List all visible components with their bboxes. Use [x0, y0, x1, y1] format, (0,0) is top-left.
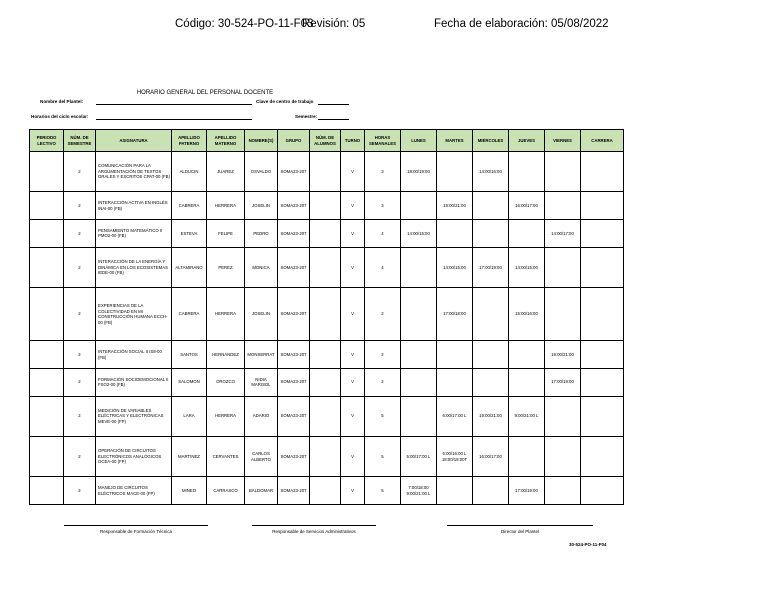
table-cell: 15:00/16:00 — [509, 288, 545, 341]
table-cell: SOMA23-207 — [278, 220, 310, 248]
table-cell: 3 — [365, 152, 401, 192]
table-cell: ALDUCIN — [172, 152, 207, 192]
table-cell: MONICA — [245, 247, 278, 287]
table-cell — [30, 247, 64, 287]
table-cell — [473, 341, 509, 369]
table-cell: CARLOS ALBERTO — [245, 436, 278, 476]
table-row — [30, 477, 624, 505]
table-cell: 2 — [64, 477, 96, 505]
table-cell: 14:00/15:00 — [401, 220, 437, 248]
table-cell: 2 — [64, 368, 96, 396]
table-cell — [509, 436, 545, 476]
table-cell — [310, 288, 341, 341]
table-cell — [581, 247, 624, 287]
column-header: APELLIDO PATERNO — [172, 130, 207, 152]
table-cell: 4 — [365, 247, 401, 287]
table-cell — [310, 152, 341, 192]
column-header: VIERNES — [545, 130, 581, 152]
table-row — [30, 192, 624, 220]
column-header: CARRERA — [581, 130, 624, 152]
clave-label: Clave de centro de trabajo — [256, 99, 314, 104]
table-cell: V — [341, 288, 365, 341]
table-cell — [545, 288, 581, 341]
column-header: APELLIDO MATERNO — [207, 130, 245, 152]
column-header: LUNES — [401, 130, 437, 152]
table-cell — [401, 288, 437, 341]
column-header: MARTES — [437, 130, 473, 152]
plantel-field[interactable] — [96, 104, 252, 105]
table-cell: 2 — [64, 220, 96, 248]
column-header: NÚM. DE SEMESTRE — [64, 130, 96, 152]
signature-formacion-tecnica: Responsable de Formación Técnica — [64, 525, 208, 534]
table-row — [30, 152, 624, 192]
table-cell — [581, 288, 624, 341]
table-cell: 3 — [365, 192, 401, 220]
table-cell: CERVANTES — [207, 436, 245, 476]
table-cell: INTERACCIÓN ACTIVA EN INGLÉS INAI-00 (FB) — [96, 192, 172, 220]
table-cell: 2 — [64, 152, 96, 192]
table-cell — [310, 436, 341, 476]
schedule-table — [29, 129, 624, 505]
table-cell — [30, 436, 64, 476]
table-cell: JUAREZ — [207, 152, 245, 192]
table-cell: COMUNICACIÓN PARA LA ARGUMENTACIÓN DE TEXTOS ORALES Y ESCRITOS CPAT-00 (FB) — [96, 152, 172, 192]
table-cell: SOMA23-207 — [278, 192, 310, 220]
document-code: Código: 30-524-PO-11-F03 — [175, 18, 314, 30]
table-cell: BALDOMAR — [245, 477, 278, 505]
table-cell: SOMA23-207 — [278, 368, 310, 396]
table-cell — [545, 436, 581, 476]
table-cell — [30, 288, 64, 341]
table-row — [30, 288, 624, 341]
table-row — [30, 247, 624, 287]
table-cell — [509, 368, 545, 396]
table-cell: 5 — [365, 477, 401, 505]
table-cell: OSVALDO — [245, 152, 278, 192]
form-title: HORARIO GENERAL DEL PERSONAL DOCENTE — [136, 90, 274, 96]
table-cell — [581, 368, 624, 396]
column-header: TURNO — [341, 130, 365, 152]
table-cell: 14:00/15:00 — [437, 247, 473, 287]
table-cell — [581, 396, 624, 436]
table-cell — [545, 152, 581, 192]
table-cell: 7:00/18:00 9:00/21:00 L — [401, 477, 437, 505]
column-header: NOMBRE(S) — [245, 130, 278, 152]
table-cell: HERRERA — [207, 396, 245, 436]
table-cell: SOMA23-207 — [278, 436, 310, 476]
table-cell: SOMA23-207 — [278, 288, 310, 341]
table-cell: 19:00/21:00 — [437, 192, 473, 220]
table-cell: V — [341, 220, 365, 248]
elaboration-date: Fecha de elaboración: 05/08/2022 — [434, 18, 609, 30]
table-cell: FELIPE — [207, 220, 245, 248]
table-cell: CABRERA — [172, 192, 207, 220]
table-cell: PENSAMIENTO MATEMÁTICO II PMO2-00 (FB) — [96, 220, 172, 248]
table-cell — [581, 341, 624, 369]
table-cell: 2 — [64, 341, 96, 369]
table-cell — [310, 368, 341, 396]
table-cell — [437, 368, 473, 396]
table-cell: 2 — [64, 436, 96, 476]
header-row — [30, 130, 624, 152]
table-cell: HERNÁNDEZ — [207, 341, 245, 369]
table-cell: SOMA23-207 — [278, 396, 310, 436]
table-cell: NIDIA MARISOL — [245, 368, 278, 396]
table-cell: 17:00/19:00 — [545, 368, 581, 396]
table-cell — [30, 368, 64, 396]
table-cell: 2 — [64, 192, 96, 220]
table-cell — [310, 396, 341, 436]
table-cell — [401, 192, 437, 220]
table-cell — [581, 436, 624, 476]
table-cell: ALTAMIRANO — [172, 247, 207, 287]
signature-servicios-administrativos: Responsable de Servicios Administrativos — [252, 525, 376, 534]
table-cell: SANTOS — [172, 341, 207, 369]
semestre-field[interactable] — [318, 119, 349, 120]
table-cell: 5 — [365, 396, 401, 436]
table-cell — [30, 477, 64, 505]
table-cell: 17:00/19:00 — [509, 477, 545, 505]
table-row — [30, 436, 624, 476]
table-cell — [310, 192, 341, 220]
table-cell: V — [341, 341, 365, 369]
table-cell: JOSELIN — [245, 288, 278, 341]
footer-code: 30-524-PO-11-F04 — [569, 542, 607, 547]
table-cell: EXPERIENCIAS DE LA COLECTIVIDAD EN MI CONSTRUCCIÓN HUMANA ECCH-00 (FB) — [96, 288, 172, 341]
table-cell: 14:00/16:00 — [473, 152, 509, 192]
table-cell: SOMA23-207 — [278, 477, 310, 505]
table-cell — [401, 247, 437, 287]
table-cell — [30, 220, 64, 248]
table-cell: JOSELIN — [245, 192, 278, 220]
table-cell — [310, 341, 341, 369]
table-cell: MARTINEZ — [172, 436, 207, 476]
table-cell — [581, 220, 624, 248]
column-header: GRUPO — [278, 130, 310, 152]
table-cell — [437, 152, 473, 192]
table-cell — [310, 220, 341, 248]
table-cell: OPERACIÓN DE CIRCUITOS ELECTRÓNICOS ANALÓGICOS OCEA-00 (FP) — [96, 436, 172, 476]
column-header: JUEVES — [509, 130, 545, 152]
table-cell: 17:00/18:00 — [437, 288, 473, 341]
table-cell: 16:00/17:00 — [473, 436, 509, 476]
table-cell: 5 — [365, 436, 401, 476]
column-header: ASIGNATURA — [96, 130, 172, 152]
table-cell — [437, 477, 473, 505]
table-cell — [401, 341, 437, 369]
table-cell: CABRERA — [172, 288, 207, 341]
signature-director: Director del Plantel — [447, 525, 593, 534]
table-cell: V — [341, 152, 365, 192]
table-cell — [30, 341, 64, 369]
table-cell — [581, 477, 624, 505]
plantel-label: Nombre del Plantel: — [40, 99, 84, 104]
table-row — [30, 396, 624, 436]
table-cell: 2 — [64, 396, 96, 436]
revision-number: Revisión: 05 — [302, 18, 366, 30]
table-cell — [310, 247, 341, 287]
column-header: MIÉRCOLES — [473, 130, 509, 152]
table-cell — [310, 477, 341, 505]
table-cell: SALOMON — [172, 368, 207, 396]
semestre-label: Semestre: — [295, 114, 318, 119]
table-cell: V — [341, 436, 365, 476]
table-cell: 2 — [64, 247, 96, 287]
column-header: NÚM. DE ALUMNOS — [310, 130, 341, 152]
table-cell — [437, 220, 473, 248]
table-cell — [473, 192, 509, 220]
column-header: PERIODO LECTIVO — [30, 130, 64, 152]
table-cell: INTERACCIÓN DE LA ENERGÍA Y DINÁMICA EN LOS ECOSISTEMAS IEDE-00 (FB) — [96, 247, 172, 287]
table-cell: 5:00/17:00 L — [401, 436, 437, 476]
table-cell — [545, 247, 581, 287]
table-cell: SOMA23-207 — [278, 341, 310, 369]
table-cell — [401, 396, 437, 436]
table-cell — [30, 396, 64, 436]
table-cell: 19:00/21:00 — [473, 396, 509, 436]
table-cell: 14:00/15:00 — [509, 247, 545, 287]
ciclo-field[interactable] — [96, 119, 252, 120]
table-cell: ADARIO — [245, 396, 278, 436]
table-cell — [473, 368, 509, 396]
table-cell — [437, 341, 473, 369]
table-cell — [545, 396, 581, 436]
table-cell: MINEO — [172, 477, 207, 505]
table-cell: V — [341, 368, 365, 396]
table-cell: MEDICIÓN DE VARIABLES ELÉCTRICAS Y ELECTRÓNICAS MEVE-00 (FP) — [96, 396, 172, 436]
table-cell: HERRERA — [207, 288, 245, 341]
table-cell: V — [341, 192, 365, 220]
table-cell: 14:00/17:00 — [545, 220, 581, 248]
table-cell: 2 — [365, 368, 401, 396]
table-cell: ESTEVA — [172, 220, 207, 248]
column-header: HORAS SEMANALES — [365, 130, 401, 152]
table-row — [30, 368, 624, 396]
table-cell: PEREZ — [207, 247, 245, 287]
table-cell: FORMACIÓN SOCIOEMOCIONAL II FSO2-00 (FB) — [96, 368, 172, 396]
table-row — [30, 220, 624, 248]
table-cell: PEDRO — [245, 220, 278, 248]
clave-field[interactable] — [318, 104, 349, 105]
table-cell: 16:00/17:00 — [509, 192, 545, 220]
table-cell — [509, 341, 545, 369]
table-cell — [509, 220, 545, 248]
table-cell: 17:00/19:00 — [473, 247, 509, 287]
table-cell — [581, 152, 624, 192]
table-cell: 9:00/21:00 L — [509, 396, 545, 436]
table-cell: CARRASCO — [207, 477, 245, 505]
table-cell: HERRERA — [207, 192, 245, 220]
table-cell: V — [341, 396, 365, 436]
table-cell — [545, 477, 581, 505]
table-cell: 5:00/16:00 L 18:00/19:00T — [437, 436, 473, 476]
table-cell: OROZCO — [207, 368, 245, 396]
table-cell: V — [341, 477, 365, 505]
table-cell: 2 — [365, 341, 401, 369]
table-cell — [581, 192, 624, 220]
table-cell — [509, 152, 545, 192]
table-cell: SOMA23-207 — [278, 152, 310, 192]
table-cell: 4 — [365, 220, 401, 248]
table-cell: 19:00/21:00 — [545, 341, 581, 369]
table-cell — [30, 192, 64, 220]
table-cell: INTERACCIÓN SOCIAL II IS8-00 (FB) — [96, 341, 172, 369]
table-cell: MANEJO DE CIRCUITOS ELÉCTRICOS MACE-00 (FP) — [96, 477, 172, 505]
table-cell: 6:00/17:00 L — [437, 396, 473, 436]
table-row — [30, 341, 624, 369]
table-cell — [401, 368, 437, 396]
table-cell: 2 — [365, 288, 401, 341]
table-cell: 2 — [64, 288, 96, 341]
table-cell: 18:00/19:00 — [401, 152, 437, 192]
ciclo-label: Horarios del ciclo escolar: — [31, 114, 89, 119]
table-cell: V — [341, 247, 365, 287]
table-cell: LARA — [172, 396, 207, 436]
table-cell — [545, 192, 581, 220]
table-cell — [30, 152, 64, 192]
table-cell — [473, 288, 509, 341]
table-cell: SOMA23-207 — [278, 247, 310, 287]
table-cell — [473, 220, 509, 248]
table-cell — [473, 477, 509, 505]
table-cell: MONSERRAT — [245, 341, 278, 369]
